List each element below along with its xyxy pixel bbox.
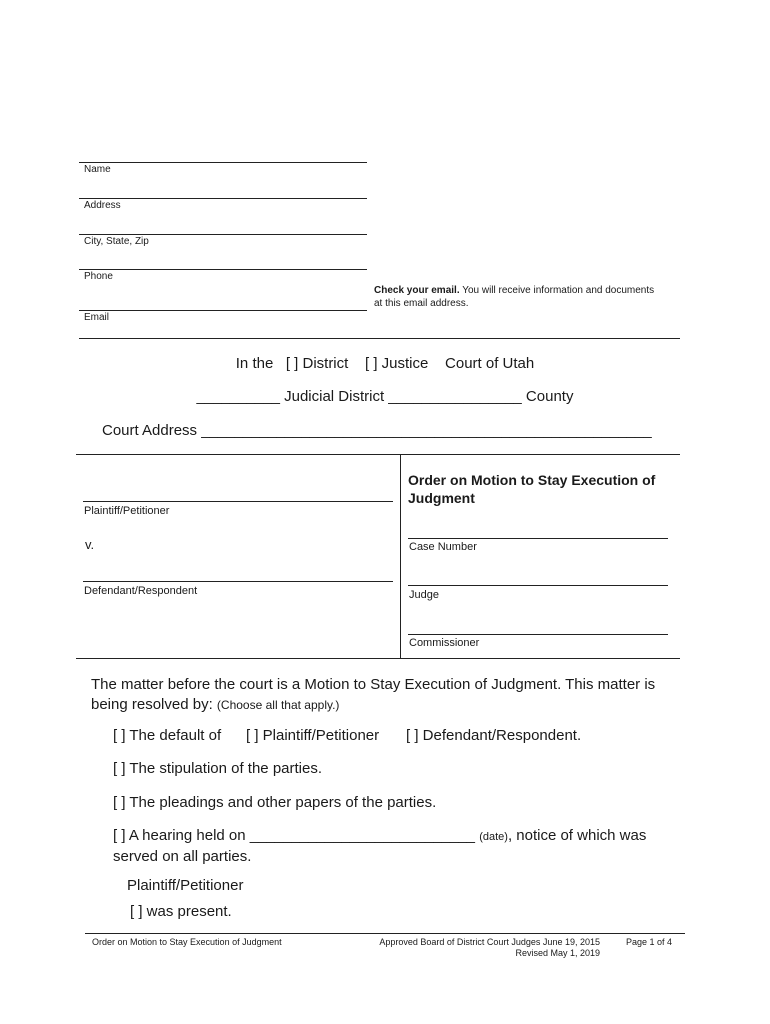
was-present-option: [ ] was present. [130,903,232,920]
header-divider [79,338,680,339]
caption-bottom-line [76,658,680,659]
email-line [79,310,367,311]
footer-line [85,933,685,934]
in-the-text: In the [235,355,274,372]
case-number-line [408,538,668,539]
plaintiff-line [83,501,393,502]
commissioner-line [408,634,668,635]
footer-revised-text: Revised May 1, 2019 [515,948,600,958]
hearing-suffix: , notice of which was served on all parties. [113,827,647,865]
email-notice-text: You will receive information and documents at this email address. [374,285,655,309]
plaintiff-label: Plaintiff/Petitioner [84,505,170,517]
pleadings-option: [ ] The pleadings and other papers of the parties. [113,794,437,811]
intro-paren-text: (Choose all that apply.) [216,698,340,712]
court-name-line [0,355,770,372]
name-label: Name [84,164,111,175]
intro-paragraph [91,675,681,715]
intro-main-text: The matter before the court is a Motion to Stay Execution of Judgment. This matter is being resolved by: [91,676,656,713]
order-title: Order on Motion to Stay Execution of Judgment [408,472,656,506]
judge-label: Judge [409,589,439,601]
judge-line [408,585,668,586]
city-line [79,234,367,235]
case-number-label: Case Number [409,541,477,553]
hearing-option [113,826,683,866]
name-line [79,162,367,163]
justice-checkbox: [ ] Justice [364,355,429,372]
judicial-district-line: __________ Judicial District ________________ County [196,388,574,405]
hearing-date-label: (date) [479,831,508,843]
footer-form-title: Order on Motion to Stay Execution of Judgment [92,937,282,947]
hearing-prefix: [ ] A hearing held on ___________________________ [113,827,480,844]
defendant-line [83,581,393,582]
court-address-line: Court Address ______________________________________________________ [102,422,652,439]
default-plaintiff-option: [ ] Plaintiff/Petitioner [246,727,380,744]
defendant-label: Defendant/Respondent [84,585,198,597]
footer-approved-text: Approved Board of District Court Judges June 19, 2015 [379,937,600,947]
address-label: Address [84,200,121,211]
phone-label: Phone [84,271,113,282]
email-notice [374,284,664,310]
commissioner-label: Commissioner [409,637,480,649]
email-notice-bold: Check your email. [374,285,460,296]
district-checkbox: [ ] District [285,355,349,372]
city-label: City, State, Zip [84,236,149,247]
versus-text: v. [85,537,95,552]
footer-page-number: Page 1 of 4 [626,937,673,947]
stipulation-option: [ ] The stipulation of the parties. [113,760,323,777]
address-line [79,198,367,199]
default-of-option: [ ] The default of [113,727,222,744]
footer-approved [340,937,600,959]
email-label: Email [84,312,110,323]
court-of-utah-text: Court of Utah [445,355,535,372]
phone-line [79,269,367,270]
default-defendant-option: [ ] Defendant/Respondent. [406,727,582,744]
caption-divider [400,454,401,658]
caption-top-line [76,454,680,455]
plaintiff-heading: Plaintiff/Petitioner [127,877,244,894]
